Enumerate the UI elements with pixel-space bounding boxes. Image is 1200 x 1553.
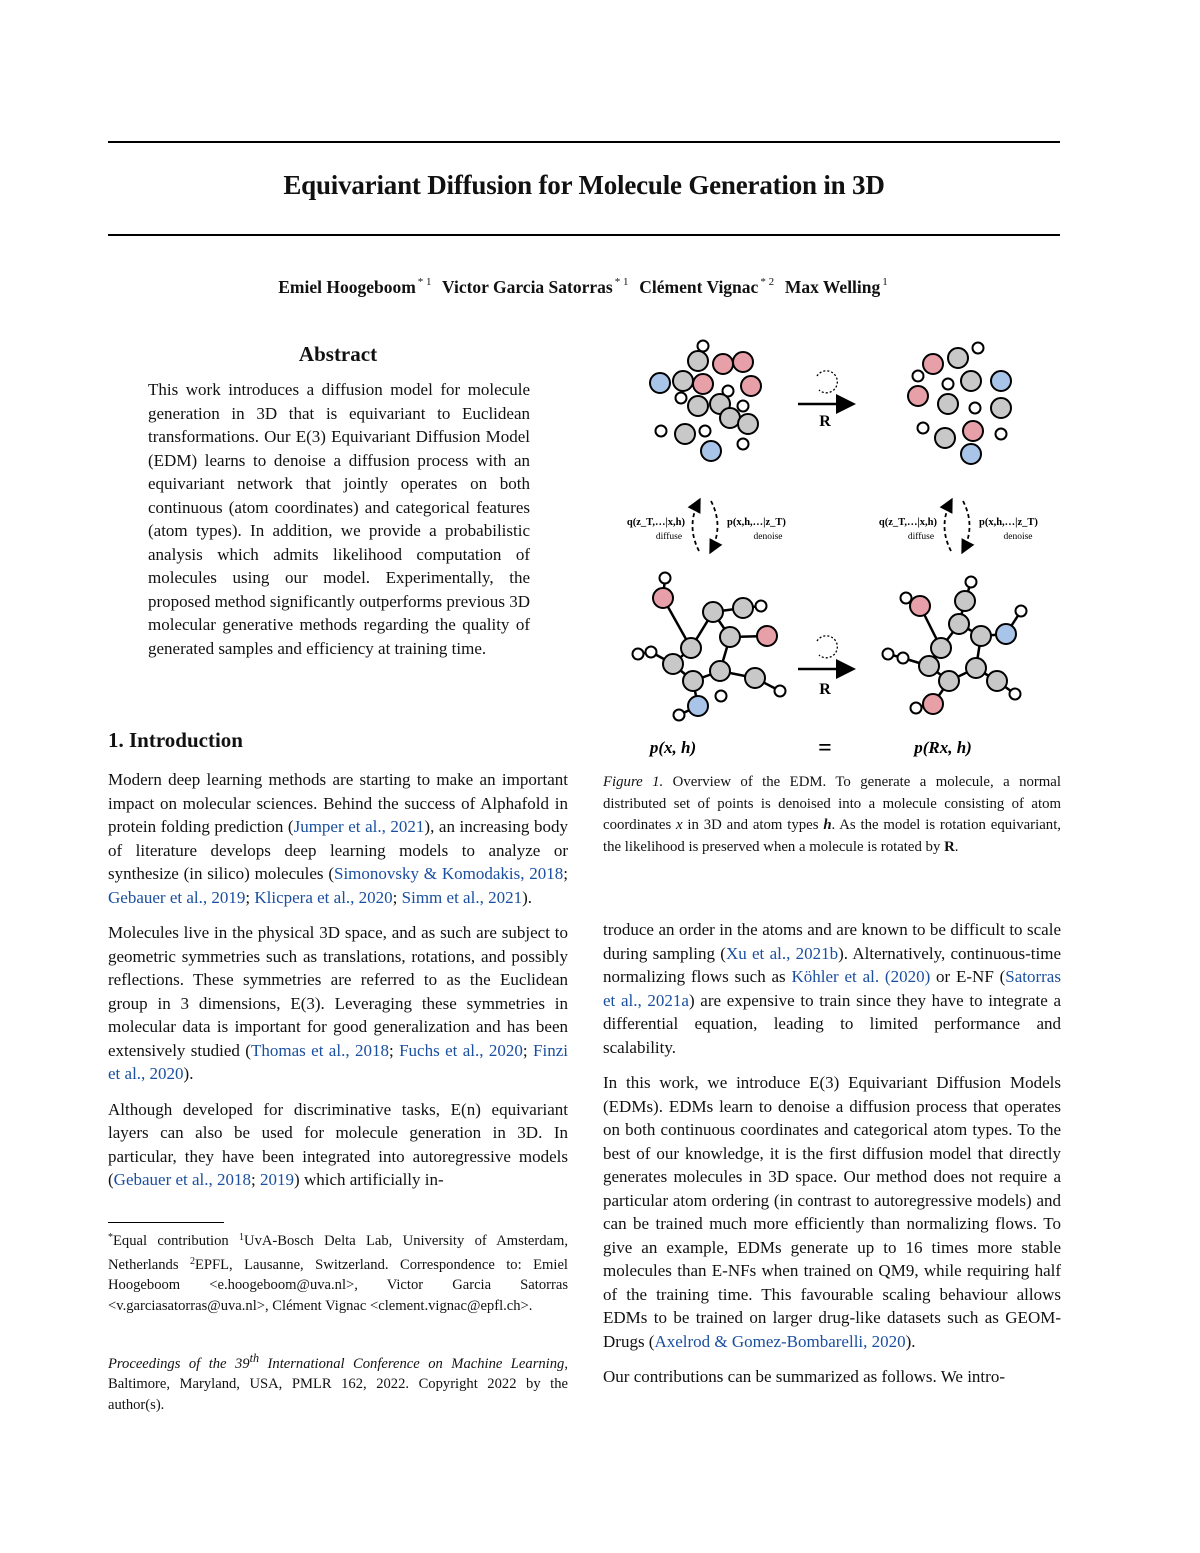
diffuse-arrow-icon: [945, 501, 952, 551]
atom-hydrogen: [966, 577, 977, 588]
atom-carbon: [935, 428, 955, 448]
author-name: Clément Vignac: [639, 277, 759, 297]
atom-carbon: [966, 658, 986, 678]
citation-link[interactable]: Jumper et al., 2021: [293, 817, 425, 836]
atom-carbon: [681, 638, 701, 658]
atom-hydrogen: [1016, 606, 1027, 617]
atom-nitrogen: [701, 441, 721, 461]
paragraph: Our contributions can be summarized as follows. We intro-: [603, 1367, 1005, 1386]
atom-carbon: [710, 661, 730, 681]
citation-link[interactable]: Gebauer et al., 2018: [113, 1170, 252, 1189]
author-affiliation-marks: * 1: [614, 276, 629, 288]
paper-title: Equivariant Diffusion for Molecule Generation in 3D: [283, 170, 885, 200]
diffuse-arrow-icon: [693, 501, 700, 551]
atom-oxygen: [910, 596, 930, 616]
rotation-label: R: [819, 681, 831, 698]
atom-carbon: [961, 371, 981, 391]
atom-hydrogen: [775, 686, 786, 697]
atom-carbon: [987, 671, 1007, 691]
atom-carbon: [675, 424, 695, 444]
atom-hydrogen: [1010, 689, 1021, 700]
denoise-arrow-icon: [963, 501, 970, 551]
atom-hydrogen: [913, 371, 924, 382]
atom-oxygen: [713, 354, 733, 374]
citation-link[interactable]: Fuchs et al., 2020: [399, 1040, 523, 1060]
right-column-body: [603, 918, 1061, 1401]
author-affiliation-marks: 1: [882, 276, 888, 288]
figure-caption: Figure 1. Overview of the EDM. To generate a molecule, a normal distributed set of points is denoised into a molecule consisting of atom coordinates x in 3D and atom types h. As the model is rotation equivariant, the likelihood is preserved when a molecule is rotated by R.: [603, 774, 1062, 855]
atom-hydrogen: [996, 429, 1007, 440]
atom-oxygen: [757, 626, 777, 646]
denoise-formula: p(x,h,…|z_T): [727, 517, 786, 528]
citation-link[interactable]: Simm et al., 2021: [401, 887, 523, 907]
atom-oxygen: [908, 386, 928, 406]
author-affiliation-marks: * 2: [760, 276, 775, 288]
noise-point-cloud: [650, 341, 761, 462]
denoise-formula: p(x,h,…|z_T): [979, 517, 1038, 528]
denoise-label: denoise: [753, 532, 783, 542]
citation-link[interactable]: Köhler et al. (2020): [791, 967, 931, 986]
atom-carbon: [703, 602, 723, 622]
atom-carbon: [720, 627, 740, 647]
atom-hydrogen: [656, 426, 667, 437]
equals-sign: =: [818, 735, 832, 761]
paragraph: Modern deep learning methods are starting to make an important impact on molecular sciences. Behind the success of Alphafold in protein folding prediction (Jumper et al., 2021), an increasing body of literature develops deep learning models to analyze or synthesize (in silico) molecules (Simonovsky & Komodakis, 2018; Gebauer et al., 2019; Klicpera et al., 2020; Simm et al., 2021).: [108, 770, 568, 907]
atom-carbon: [688, 396, 708, 416]
atom-hydrogen: [700, 426, 711, 437]
likelihood-left: p(x, h): [649, 738, 697, 757]
citation-link[interactable]: Xu et al., 2021b: [725, 943, 839, 963]
rotation-icon: [817, 636, 837, 658]
author-name: Victor Garcia Satorras: [441, 277, 613, 297]
introduction-body: [108, 768, 568, 1204]
atom-carbon: [688, 351, 708, 371]
citation-link[interactable]: 2019: [260, 1170, 295, 1189]
molecule-graph: [633, 573, 786, 721]
abstract-text: This work introduces a diffusion model for molecule generation in 3D that is equivariant to Euclidean transformations. Our E(3) Equivariant Diffusion Model (EDM) learns to denoise a diffusion process with an equivariant network that jointly operates on both continuous (atom coordinates) and categorical features (atom types). In addition, we provide a probabilistic analysis which admits likelihood computation of molecules using our model. Experimentally, the proposed method significantly outperforms previous 3D molecular generative methods regarding the quality of generated samples and efficiency at training time.: [148, 380, 530, 658]
atom-hydrogen: [738, 401, 749, 412]
author-name: Emiel Hoogeboom: [278, 277, 416, 297]
atom-hydrogen: [943, 379, 954, 390]
rotated-noise-point-cloud: [908, 343, 1011, 465]
atom-carbon: [673, 371, 693, 391]
paragraph: troduce an order in the atoms and are known to be difficult to scale during sampling (Xu et al., 2021b). Alternatively, continuous-time normalizing flows such as Köhler et al. (2020) or E-NF (Satorras et al., 2021a) are expensive to train since they have to integrate a differential equation, leading to limited performance and scalability.: [603, 920, 1061, 1057]
atom-hydrogen: [738, 439, 749, 450]
atom-carbon: [720, 408, 740, 428]
atom-hydrogen: [883, 649, 894, 660]
diffuse-label: diffuse: [655, 532, 683, 542]
atom-hydrogen: [716, 691, 727, 702]
atom-hydrogen: [911, 703, 922, 714]
atom-nitrogen: [688, 696, 708, 716]
atom-hydrogen: [970, 403, 981, 414]
atom-carbon: [683, 671, 703, 691]
author-affiliation-marks: * 1: [417, 276, 432, 288]
citation-link[interactable]: Thomas et al., 2018: [250, 1040, 389, 1060]
affiliation-footnote: *Equal contribution $^1$UvA-Bosch Delta Lab, University of Amsterdam, Netherlands $^2$EPFL, Lausanne, Switzerland. Correspondence to: Emiel Hoogeboom <e.hoogeboom@uva.nl>, Victor Garcia Satorras <v.garciasatorras@uva.nl>, Clément Vignac <clement.vignac@epfl.ch>.: [108, 1232, 568, 1314]
denoise-label: denoise: [1003, 532, 1033, 542]
citation-link[interactable]: Finzi et al., 2020: [108, 1040, 568, 1083]
diffuse-label: diffuse: [907, 532, 935, 542]
atom-oxygen: [653, 588, 673, 608]
atom-carbon: [948, 348, 968, 368]
top-rule: [108, 141, 1060, 143]
atom-nitrogen: [650, 373, 670, 393]
atom-oxygen: [963, 421, 983, 441]
atom-carbon: [949, 614, 969, 634]
abstract-body: [148, 378, 530, 672]
atom-oxygen: [693, 374, 713, 394]
rotation-icon: [817, 371, 837, 393]
citation-link[interactable]: Simonovsky & Komodakis, 2018: [333, 864, 564, 883]
atom-hydrogen: [698, 341, 709, 352]
figure-graphic: [603, 336, 1061, 766]
atom-carbon: [971, 626, 991, 646]
rotated-molecule-graph: [883, 577, 1027, 715]
author-name: Max Welling: [784, 277, 881, 297]
atom-hydrogen: [898, 653, 909, 664]
citation-link[interactable]: Klicpera et al., 2020: [254, 887, 393, 907]
abstract-heading: Abstract: [298, 342, 378, 366]
atom-carbon: [955, 591, 975, 611]
atom-hydrogen: [646, 647, 657, 658]
atom-carbon: [745, 668, 765, 688]
atom-carbon: [738, 414, 758, 434]
author-list: [108, 276, 1060, 298]
atom-hydrogen: [633, 649, 644, 660]
atom-hydrogen: [973, 343, 984, 354]
citation-link[interactable]: Satorras et al., 2021a: [603, 967, 1061, 1010]
citation-link[interactable]: Gebauer et al., 2019: [108, 887, 246, 907]
atom-carbon: [919, 656, 939, 676]
atom-oxygen: [741, 376, 761, 396]
atom-carbon: [733, 598, 753, 618]
paragraph: Molecules live in the physical 3D space, and as such are subject to geometric symmetries such as translations, rotations, and possibly reflections. These symmetries are referred to as the Euclidean group in 3 dimensions, E(3). Leveraging these symmetries in molecular data is important for good generalization and has been extensively studied (Thomas et al., 2018; Fuchs et al., 2020; Finzi et al., 2020).: [108, 923, 568, 1083]
paragraph: In this work, we introduce E(3) Equivariant Diffusion Models (EDMs). EDMs learn to denoise a diffusion process that operates on both continuous coordinates and categorical atom types. To the best of our knowledge, it is the first diffusion model that directly generates molecules in 3D space. Our method does not require a particular atom ordering (in contrast to autoregressive models) and can be trained much more efficiently than normalizing flows. To give an example, EDMs generate up to 16 times more stable molecules than E-NFs when trained on QM9, while requiring half of the training time. This favourable scaling behaviour allows EDMs to be trained on larger drug-like datasets such as GEOM-Drugs (Axelrod & Gomez-Bombarelli, 2020).: [603, 1073, 1061, 1351]
atom-nitrogen: [991, 371, 1011, 391]
atom-hydrogen: [901, 593, 912, 604]
atom-hydrogen: [660, 573, 671, 584]
atom-carbon: [991, 398, 1011, 418]
section-heading-introduction: 1. Introduction: [108, 728, 243, 752]
atom-hydrogen: [674, 710, 685, 721]
rotation-label: R: [819, 413, 831, 430]
atom-oxygen: [923, 694, 943, 714]
atom-oxygen: [923, 354, 943, 374]
paragraph: Although developed for discriminative tasks, E(n) equivariant layers can also be used for molecule generation in 3D. In particular, they have been integrated into autoregressive models (Gebauer et al., 2018; 2019) which artificially in-: [108, 1099, 568, 1189]
proceedings-note: Proceedings of the 39th International Conference on Machine Learning, Baltimore, Maryland, USA, PMLR 162, 2022. Copyright 2022 by the author(s).: [108, 1351, 568, 1413]
atom-oxygen: [733, 352, 753, 372]
atom-nitrogen: [996, 624, 1016, 644]
diffuse-formula: q(z_T,…|x,h): [626, 517, 685, 528]
atom-hydrogen: [756, 601, 767, 612]
footnote-rule: [108, 1222, 224, 1223]
atom-carbon: [931, 638, 951, 658]
atom-carbon: [939, 671, 959, 691]
atom-carbon: [938, 394, 958, 414]
atom-carbon: [663, 654, 683, 674]
atom-nitrogen: [961, 444, 981, 464]
atom-hydrogen: [676, 393, 687, 404]
figure-edm-overview: [603, 336, 1061, 766]
citation-link[interactable]: Axelrod & Gomez-Bombarelli, 2020: [654, 1331, 906, 1351]
denoise-arrow-icon: [711, 501, 718, 551]
title-bottom-rule: [108, 234, 1060, 236]
likelihood-right: p(Rx, h): [914, 738, 972, 757]
diffuse-formula: q(z_T,…|x,h): [878, 517, 937, 528]
atom-hydrogen: [918, 423, 929, 434]
